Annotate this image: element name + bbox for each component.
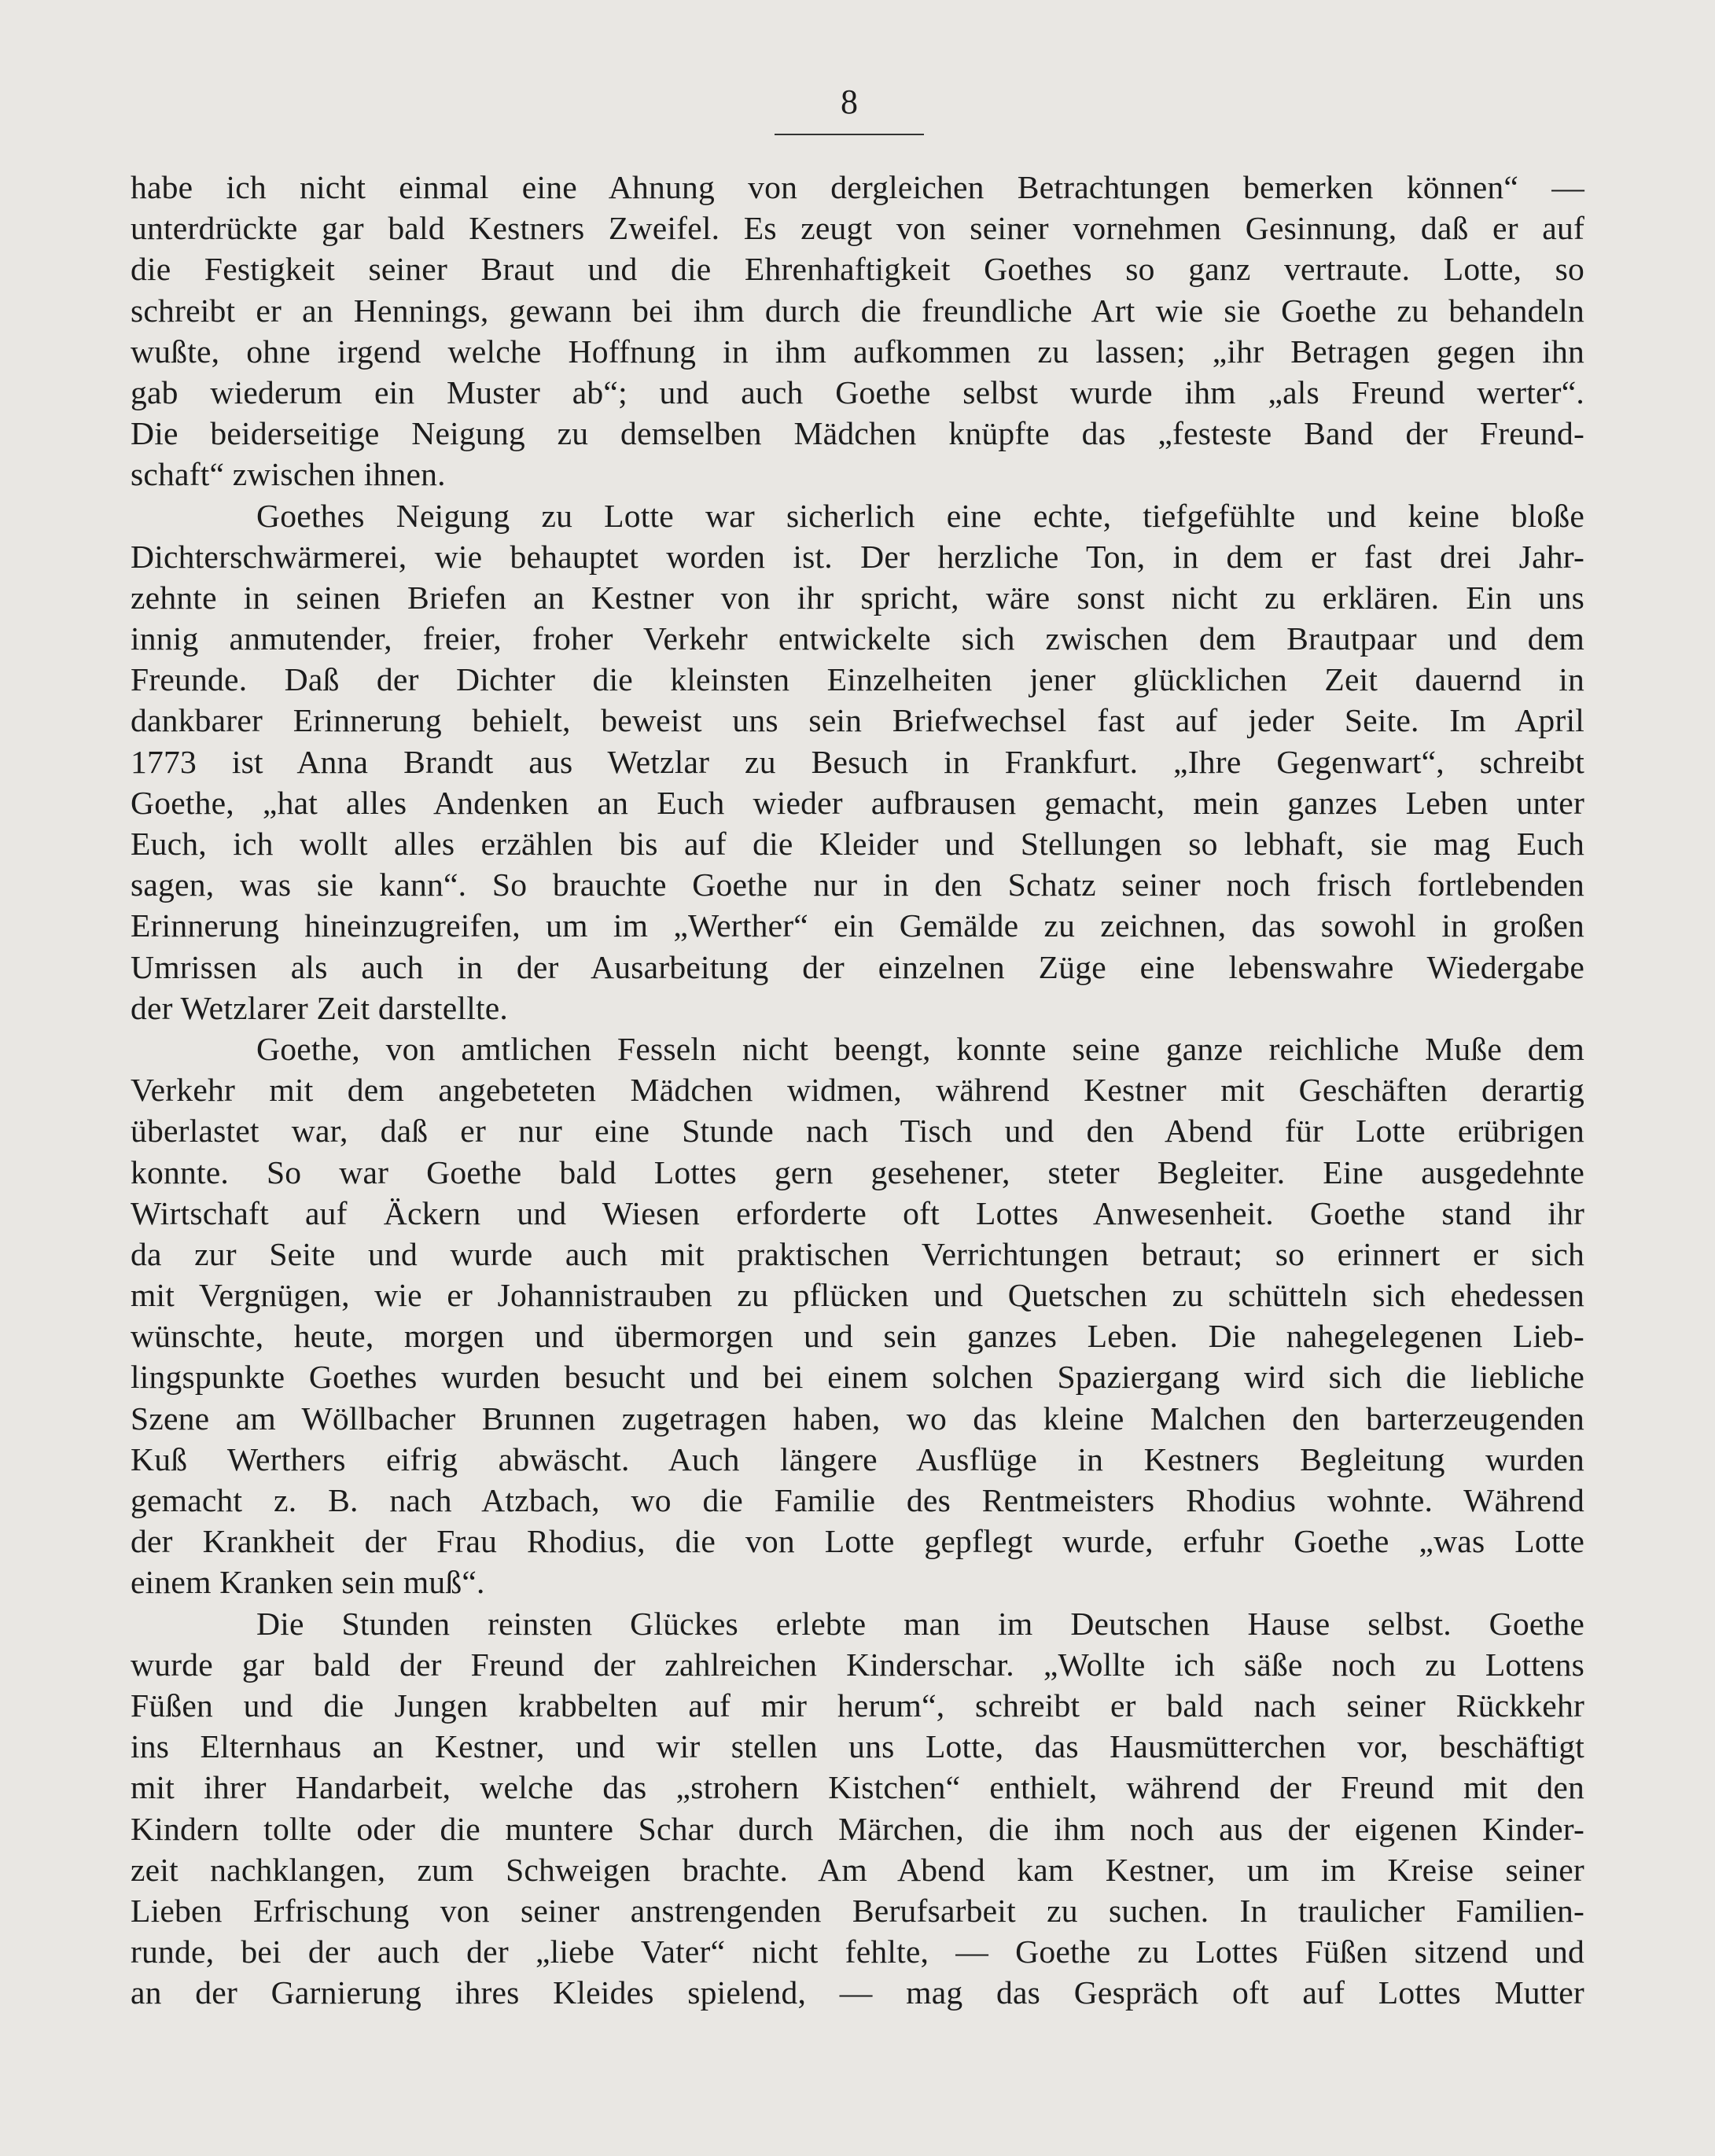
text-line: Dichterschwärmerei, wie behauptet worden ist. Der herzliche Ton, in dem er fast drei Jahr- bbox=[131, 538, 1584, 575]
text-line: Füßen und die Jungen krabbelten auf mir herum“, schreibt er bald nach seiner Rückkehr bbox=[131, 1687, 1584, 1724]
text-line: Szene am Wöllbacher Brunnen zugetragen haben, wo das kleine Malchen den barterzeugenden bbox=[131, 1400, 1584, 1437]
text-line: wünschte, heute, morgen und übermorgen und sein ganzes Leben. Die nahegelegenen Lieb- bbox=[131, 1318, 1584, 1355]
page-number: 8 bbox=[775, 79, 924, 135]
text-line: da zur Seite und wurde auch mit praktischen Verrichtungen betraut; so erinnert er sich bbox=[131, 1235, 1584, 1272]
paragraph bbox=[131, 1028, 1584, 1603]
paragraph bbox=[131, 167, 1584, 495]
paragraph bbox=[131, 495, 1584, 1028]
text-line: unterdrückte gar bald Kestners Zweifel. Es zeugt von seiner vornehmen Gesinnung, daß er auf bbox=[131, 210, 1584, 247]
text-line: Umrissen als auch in der Ausarbeitung der einzelnen Züge eine lebenswahre Wiedergabe bbox=[131, 948, 1584, 985]
text-line: an der Garnierung ihres Kleides spielend, — mag das Gespräch oft auf Lottes Mutter bbox=[131, 1974, 1584, 2011]
text-line: Lieben Erfrischung von seiner anstrengenden Berufsarbeit zu suchen. In traulicher Familien- bbox=[131, 1892, 1584, 1929]
text-line: Verkehr mit dem angebeteten Mädchen widmen, während Kestner mit Geschäften derartig bbox=[131, 1072, 1584, 1109]
paragraph bbox=[131, 1603, 1584, 2014]
text-line: habe ich nicht einmal eine Ahnung von dergleichen Betrachtungen bemerken können“ — bbox=[131, 169, 1584, 205]
text-line: der Wetzlarer Zeit darstellte. bbox=[131, 989, 508, 1026]
text-line: Die beiderseitige Neigung zu demselben Mädchen knüpfte das „festeste Band der Freund- bbox=[131, 415, 1584, 452]
text-line: dankbarer Erinnerung behielt, beweist uns sein Briefwechsel fast auf jeder Seite. Im April bbox=[131, 702, 1584, 739]
text-line: die Festigkeit seiner Braut und die Ehrenhaftigkeit Goethes so ganz vertraute. Lotte, so bbox=[131, 251, 1584, 288]
text-line: Goethe, „hat alles Andenken an Euch wieder aufbrausen gemacht, mein ganzes Leben unter bbox=[131, 784, 1584, 821]
text-line: überlastet war, daß er nur eine Stunde nach Tisch und den Abend für Lotte erübrigen bbox=[131, 1113, 1584, 1150]
body-text bbox=[131, 167, 1584, 2013]
text-line: schreibt er an Hennings, gewann bei ihm durch die freundliche Art wie sie Goethe zu behandeln bbox=[131, 292, 1584, 329]
text-line: ins Elternhaus an Kestner, und wir stellen uns Lotte, das Hausmütterchen vor, beschäftigt bbox=[131, 1728, 1584, 1765]
text-line: zeit nachklangen, zum Schweigen brachte. Am Abend kam Kestner, um im Kreise seiner bbox=[131, 1851, 1584, 1888]
text-line: 1773 ist Anna Brandt aus Wetzlar zu Besuch in Frankfurt. „Ihre Gegenwart“, schreibt bbox=[131, 743, 1584, 780]
text-line: Kindern tollte oder die muntere Schar durch Märchen, die ihm noch aus der eigenen Kinder- bbox=[131, 1810, 1584, 1847]
text-line: einem Kranken sein muß“. bbox=[131, 1564, 485, 1601]
text-line: wußte, ohne irgend welche Hoffnung in ihm aufkommen zu lassen; „ihr Betragen gegen ihn bbox=[131, 333, 1584, 370]
text-line: gab wiederum ein Muster ab“; und auch Goethe selbst wurde ihm „als Freund werter“. bbox=[131, 373, 1584, 410]
text-line: Die Stunden reinsten Glückes erlebte man im Deutschen Hause selbst. Goethe bbox=[256, 1605, 1584, 1642]
text-line: konnte. So war Goethe bald Lottes gern gesehener, steter Begleiter. Eine ausgedehnte bbox=[131, 1153, 1584, 1190]
text-line: mit ihrer Handarbeit, welche das „strohern Kistchen“ enthielt, während der Freund mit den bbox=[131, 1769, 1584, 1806]
text-line: Goethe, von amtlichen Fesseln nicht beengt, konnte seine ganze reichliche Muße dem bbox=[256, 1030, 1584, 1067]
text-line: runde, bei der auch der „liebe Vater“ nicht fehlte, — Goethe zu Lottes Füßen sitzend und bbox=[131, 1933, 1584, 1970]
text-line: Euch, ich wollt alles erzählen bis auf die Kleider und Stellungen so lebhaft, sie mag Euch bbox=[131, 826, 1584, 862]
text-line: Freunde. Daß der Dichter die kleinsten Einzelheiten jener glücklichen Zeit dauernd in bbox=[131, 661, 1584, 698]
text-line: wurde gar bald der Freund der zahlreichen Kinderschar. „Wollte ich säße noch zu Lottens bbox=[131, 1646, 1584, 1683]
text-line: der Krankheit der Frau Rhodius, die von Lotte gepflegt wurde, erfuhr Goethe „was Lotte bbox=[131, 1523, 1584, 1560]
text-line: lingspunkte Goethes wurden besucht und bei einem solchen Spaziergang wird sich die liebliche bbox=[131, 1359, 1584, 1396]
text-line: Goethes Neigung zu Lotte war sicherlich eine echte, tiefgefühlte und keine bloße bbox=[256, 497, 1584, 534]
text-line: zehnte in seinen Briefen an Kestner von ihr spricht, wäre sonst nicht zu erklären. Ein uns bbox=[131, 579, 1584, 616]
text-line: Wirtschaft auf Äckern und Wiesen erforderte oft Lottes Anwesenheit. Goethe stand ihr bbox=[131, 1194, 1584, 1231]
text-line: gemacht z. B. nach Atzbach, wo die Familie des Rentmeisters Rhodius wohnte. Während bbox=[131, 1482, 1584, 1518]
text-line: schaft“ zwischen ihnen. bbox=[131, 456, 446, 493]
text-line: Kuß Werthers eifrig abwäscht. Auch längere Ausflüge in Kestners Begleitung wurden bbox=[131, 1440, 1584, 1477]
text-line: mit Vergnügen, wie er Johannistrauben zu pflücken und Quetschen zu schütteln sich ehedessen bbox=[131, 1277, 1584, 1314]
text-line: Erinnerung hineinzugreifen, um im „Werther“ ein Gemälde zu zeichnen, das sowohl in großen bbox=[131, 907, 1584, 944]
text-line: innig anmutender, freier, froher Verkehr entwickelte sich zwischen dem Brautpaar und dem bbox=[131, 620, 1584, 657]
text-line: sagen, was sie kann“. So brauchte Goethe nur in den Schatz seiner noch frisch fortlebenden bbox=[131, 866, 1584, 903]
